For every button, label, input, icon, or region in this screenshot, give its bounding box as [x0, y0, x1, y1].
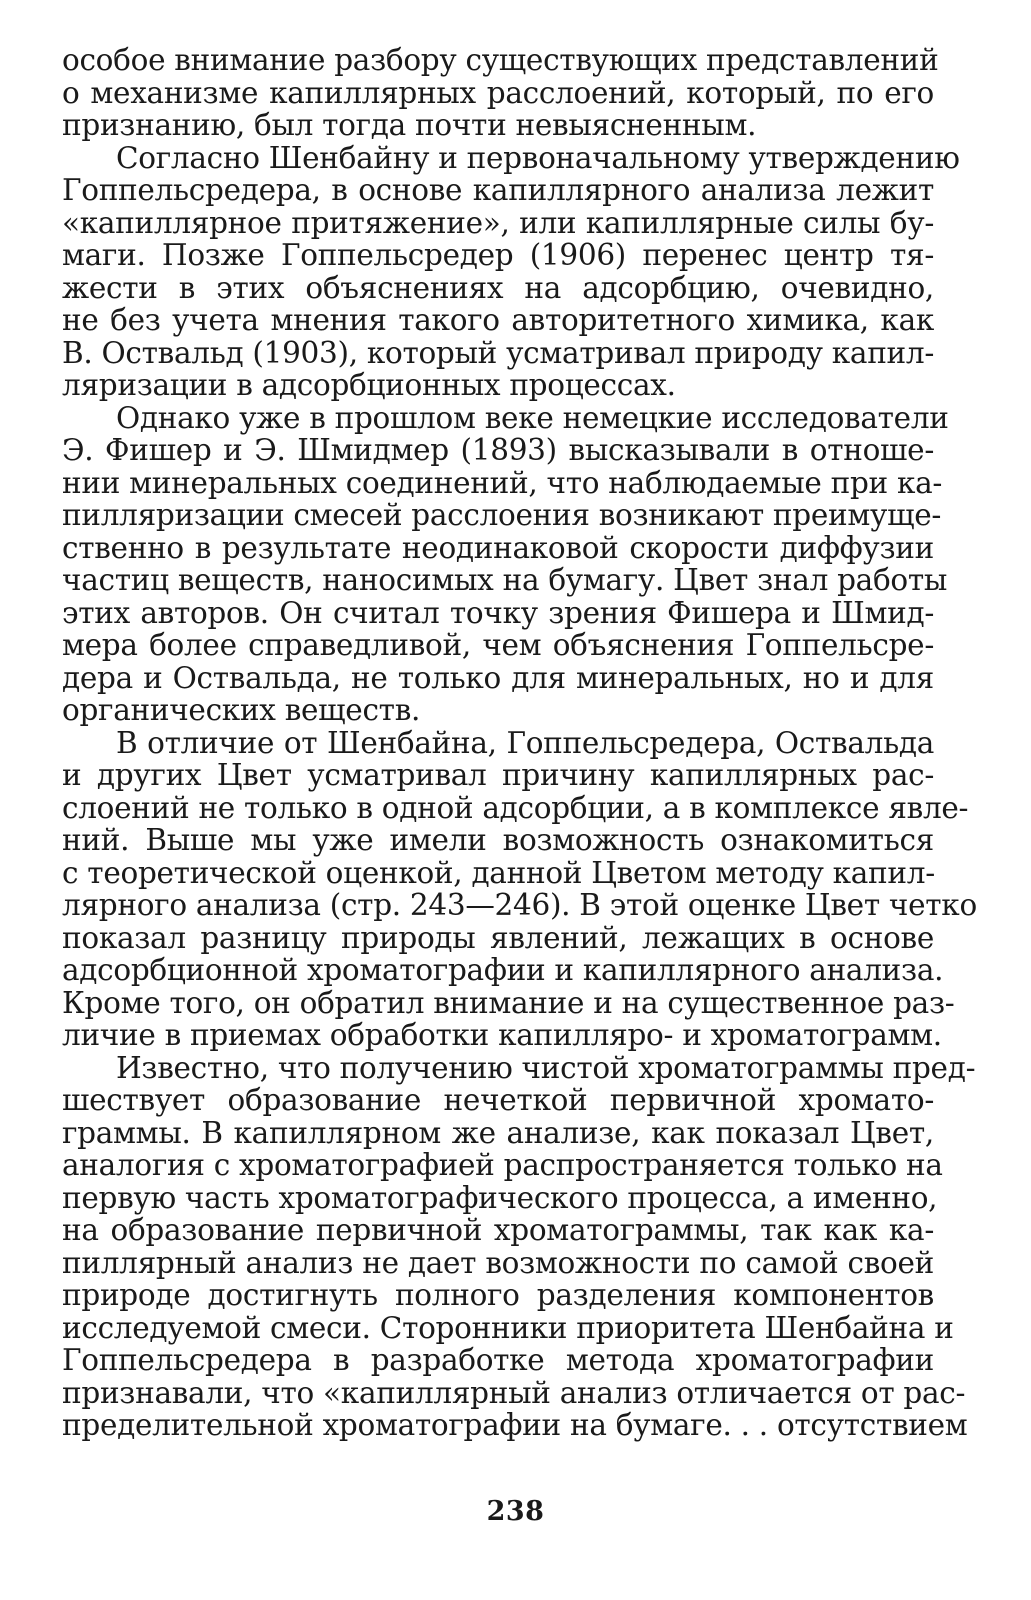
text-line: этих авторов. Он считал точку зрения Фишера и Шмид-	[62, 595, 934, 630]
text-line: ний. Выше мы уже имели возможность ознакомиться	[62, 823, 934, 857]
paragraph	[62, 1050, 976, 1442]
text-line: пределительной хроматографии на бумаге. . . отсутствием	[62, 1408, 968, 1442]
text-line: маги. Позже Гоппельсредер (1906) перенес центр тя-	[62, 238, 934, 272]
text-line: с теоретической оценкой, данной Цветом методу капил-	[62, 855, 935, 890]
paragraph	[62, 43, 939, 142]
text-line: граммы. В капиллярном же анализе, как показал Цвет,	[62, 1115, 934, 1150]
text-line: «капиллярное притяжение», или капиллярные силы бу-	[62, 205, 934, 240]
text-line: В отличие от Шенбайна, Гоппельсредера, Оствальда	[116, 725, 934, 760]
text-line: Однако уже в прошлом веке немецкие исследователи	[116, 400, 949, 435]
text-line: о механизме капиллярных расслоений, который, по его	[62, 75, 934, 110]
text-line: В. Оствальд (1903), который усматривал природу капил-	[62, 335, 935, 370]
paragraph	[62, 725, 977, 1052]
text-line: Известно, что получению чистой хроматограммы пред-	[116, 1050, 976, 1085]
text-line: пилляризации смесей расслоения возникают преимуще-	[62, 498, 942, 532]
paragraph	[62, 140, 960, 402]
text-line: ственно в результате неодинаковой скорости диффузии	[62, 530, 934, 565]
text-line: признавали, что «капиллярный анализ отличается от рас-	[62, 1375, 966, 1410]
text-line: пиллярный анализ не дает возможности по самой своей	[62, 1245, 934, 1280]
page-number: 238	[486, 1496, 545, 1527]
text-line: ляризации в адсорбционных процессах.	[62, 368, 676, 402]
text-line: не без учета мнения такого авторитетного химика, как	[62, 303, 934, 337]
text-line: Согласно Шенбайну и первоначальному утверждению	[116, 140, 960, 175]
text-line: Э. Фишер и Э. Шмидмер (1893) высказывали в отноше-	[62, 433, 934, 467]
text-line: и других Цвет усматривал причину капиллярных рас-	[62, 758, 934, 792]
text-line: признанию, был тогда почти невыясненным.	[62, 108, 757, 142]
page-body	[62, 43, 977, 1442]
text-line: первую часть хроматографического процесса, а именно,	[62, 1180, 938, 1215]
text-line: Гоппельсредера в разработке метода хроматографии	[62, 1343, 934, 1377]
paragraph	[62, 400, 949, 727]
text-line: частиц веществ, наносимых на бумагу. Цвет знал работы	[62, 563, 948, 597]
text-line: адсорбционной хроматографии и капиллярного анализа.	[62, 953, 944, 987]
text-line: личие в приемах обработки капилляро- и хроматограмм.	[62, 1018, 942, 1052]
text-line: лярного анализа (стр. 243—246). В этой оценке Цвет четко	[62, 888, 977, 922]
text-line: шествует образование нечеткой первичной хромато-	[62, 1083, 934, 1117]
text-line: исследуемой смеси. Сторонники приоритета Шенбайна и	[62, 1310, 954, 1345]
text-line: показал разницу природы явлений, лежащих в основе	[62, 920, 934, 955]
text-line: на образование первичной хроматограммы, так как ка-	[62, 1213, 934, 1247]
text-line: особое внимание разбору существующих представлений	[62, 43, 939, 77]
text-line: Кроме того, он обратил внимание и на существенное раз-	[62, 985, 955, 1020]
text-line: природе достигнуть полного разделения компонентов	[62, 1278, 934, 1312]
text-line: жести в этих объяснениях на адсорбцию, очевидно,	[62, 270, 934, 305]
text-line: дера и Оствальда, не только для минеральных, но и для	[62, 660, 934, 695]
text-line: слоений не только в одной адсорбции, а в комплексе явле-	[62, 790, 969, 825]
text-line: Гоппельсредера, в основе капиллярного анализа лежит	[62, 173, 934, 207]
text-line: органических веществ.	[62, 693, 421, 727]
text-line: мера более справедливой, чем объяснения Гоппельсре-	[62, 628, 934, 662]
text-line: нии минеральных соединений, что наблюдаемые при ка-	[62, 465, 943, 500]
text-line: аналогия с хроматографией распространяется только на	[62, 1148, 943, 1182]
